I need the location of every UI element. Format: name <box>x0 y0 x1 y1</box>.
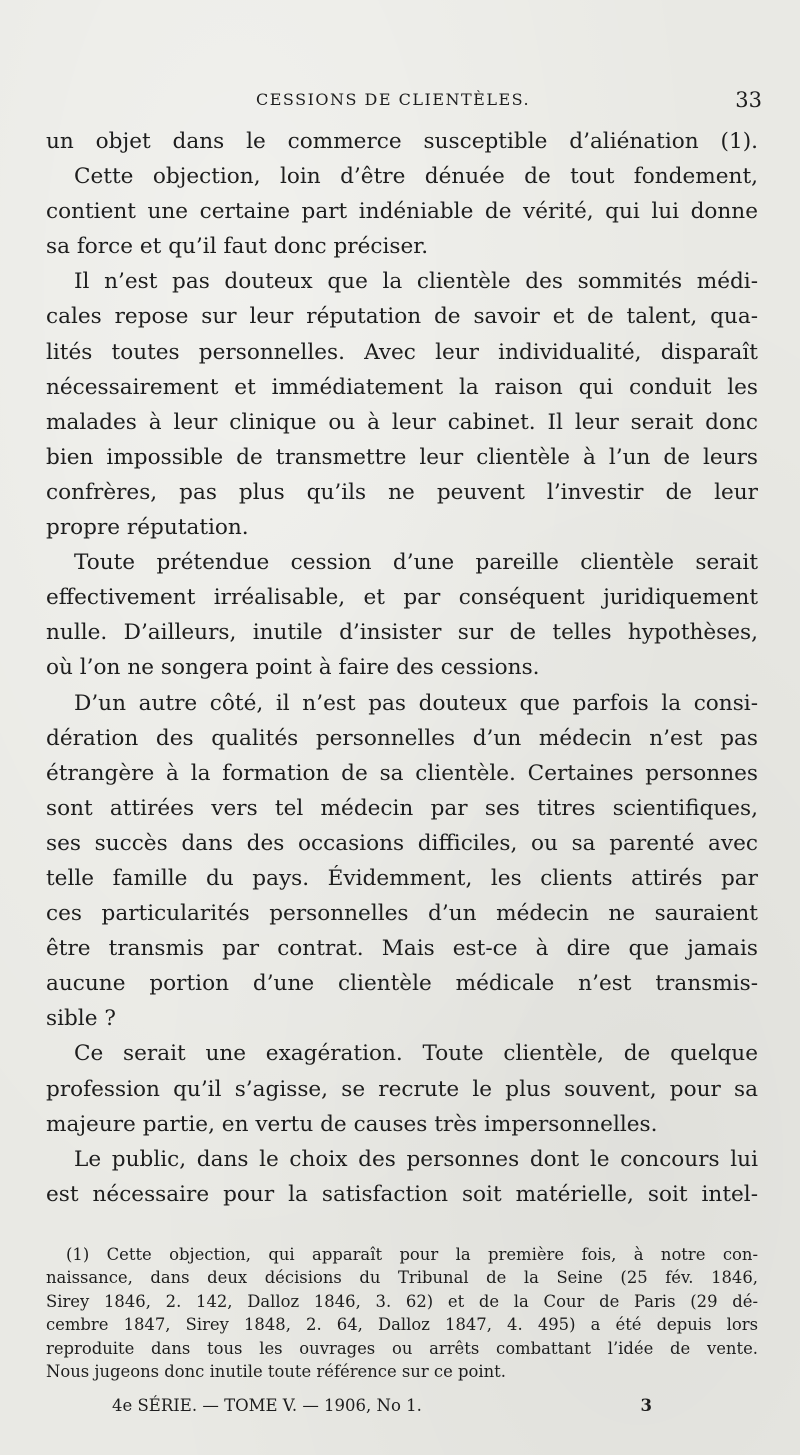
text-line: D’un autre côté, il n’est pas douteux que parfois la consi- <box>74 690 758 716</box>
series-info: 4e SÉRIE. — TOME V. — 1906, No 1. <box>112 1396 422 1415</box>
text-line: bien impossible de transmettre leur clientèle à l’un de leurs <box>46 444 758 470</box>
text-line: aucune portion d’une clientèle médicale n’est transmis- <box>46 971 758 997</box>
body-text <box>46 124 758 1212</box>
text-line: être transmis par contrat. Mais est-ce à dire que jamais <box>46 936 758 962</box>
footnote-line: naissance, dans deux décisions du Tribunal de la Seine (25 fév. 1846, <box>46 1268 758 1288</box>
text-line: est nécessaire pour la satisfaction soit matérielle, soit intel- <box>46 1181 758 1207</box>
text-line: cales repose sur leur réputation de savoir et de talent, qua- <box>46 304 758 330</box>
footnote-line: (1) Cette objection, qui apparaît pour la première fois, à notre con- <box>66 1245 758 1264</box>
text-line: sible ? <box>46 1006 116 1032</box>
text-line: Cette objection, loin d’être dénuée de tout fondement, <box>74 164 758 190</box>
text-line: étrangère à la formation de sa clientèle. Certaines personnes <box>46 760 758 786</box>
text-line: nécessairement et immédiatement la raison qui conduit les <box>46 374 758 400</box>
text-line: sont attirées vers tel médecin par ses titres scientifiques, <box>46 795 758 821</box>
text-line: effectivement irréalisable, et par conséquent juridiquement <box>46 585 758 611</box>
text-line: Le public, dans le choix des personnes dont le concours lui <box>74 1146 758 1172</box>
text-line: malades à leur clinique ou à leur cabinet. Il leur serait donc <box>46 409 758 435</box>
text-line: nulle. D’ailleurs, inutile d’insister sur de telles hypothèses, <box>46 620 758 646</box>
text-line: lités toutes personnelles. Avec leur individualité, disparaît <box>46 339 758 365</box>
running-head <box>46 86 760 114</box>
printer-signature <box>112 1392 652 1420</box>
text-line: Ce serait une exagération. Toute clientèle, de quelque <box>74 1041 758 1067</box>
text-line: ses succès dans des occasions difficiles, ou sa parenté avec <box>46 830 758 856</box>
text-line: Toute prétendue cession d’une pareille clientèle serait <box>74 550 758 576</box>
text-line: Il n’est pas douteux que la clientèle des sommités médi- <box>74 269 758 295</box>
text-line: sa force et qu’il faut donc préciser. <box>46 234 429 260</box>
text-line: ces particularités personnelles d’un médecin ne sauraient <box>46 901 758 927</box>
page-number: 33 <box>735 88 762 112</box>
text-line: propre réputation. <box>46 515 249 541</box>
text-line: majeure partie, en vertu de causes très impersonnelles. <box>46 1111 658 1137</box>
text-line: contient une certaine part indéniable de vérité, qui lui donne <box>46 199 758 225</box>
footnotes <box>46 1243 758 1383</box>
text-line: où l’on ne songera point à faire des cessions. <box>46 655 540 681</box>
footnote-line: reproduite dans tous les ouvrages ou arrêts combattant l’idée de vente. <box>46 1338 758 1358</box>
footnote-line: cembre 1847, Sirey 1848, 2. 64, Dalloz 1847, 4. 495) a été depuis lors <box>46 1315 758 1335</box>
text-line: un objet dans le commerce susceptible d’aliénation (1). <box>46 129 758 154</box>
sheet-number: 3 <box>640 1396 652 1415</box>
text-line: confrères, pas plus qu’ils ne peuvent l’investir de leur <box>46 479 758 505</box>
text-line: telle famille du pays. Évidemment, les clients attirés par <box>46 865 758 891</box>
text-line: dération des qualités personnelles d’un médecin n’est pas <box>46 725 758 751</box>
footnote-line: Nous jugeons donc inutile toute référence sur ce point. <box>46 1361 506 1381</box>
text-line: profession qu’il s’agisse, se recrute le plus souvent, pour sa <box>46 1076 758 1102</box>
footnote-line: Sirey 1846, 2. 142, Dalloz 1846, 3. 62) et de la Cour de Paris (29 dé- <box>46 1291 758 1311</box>
running-title: CESSIONS DE CLIENTÈLES. <box>256 90 531 109</box>
